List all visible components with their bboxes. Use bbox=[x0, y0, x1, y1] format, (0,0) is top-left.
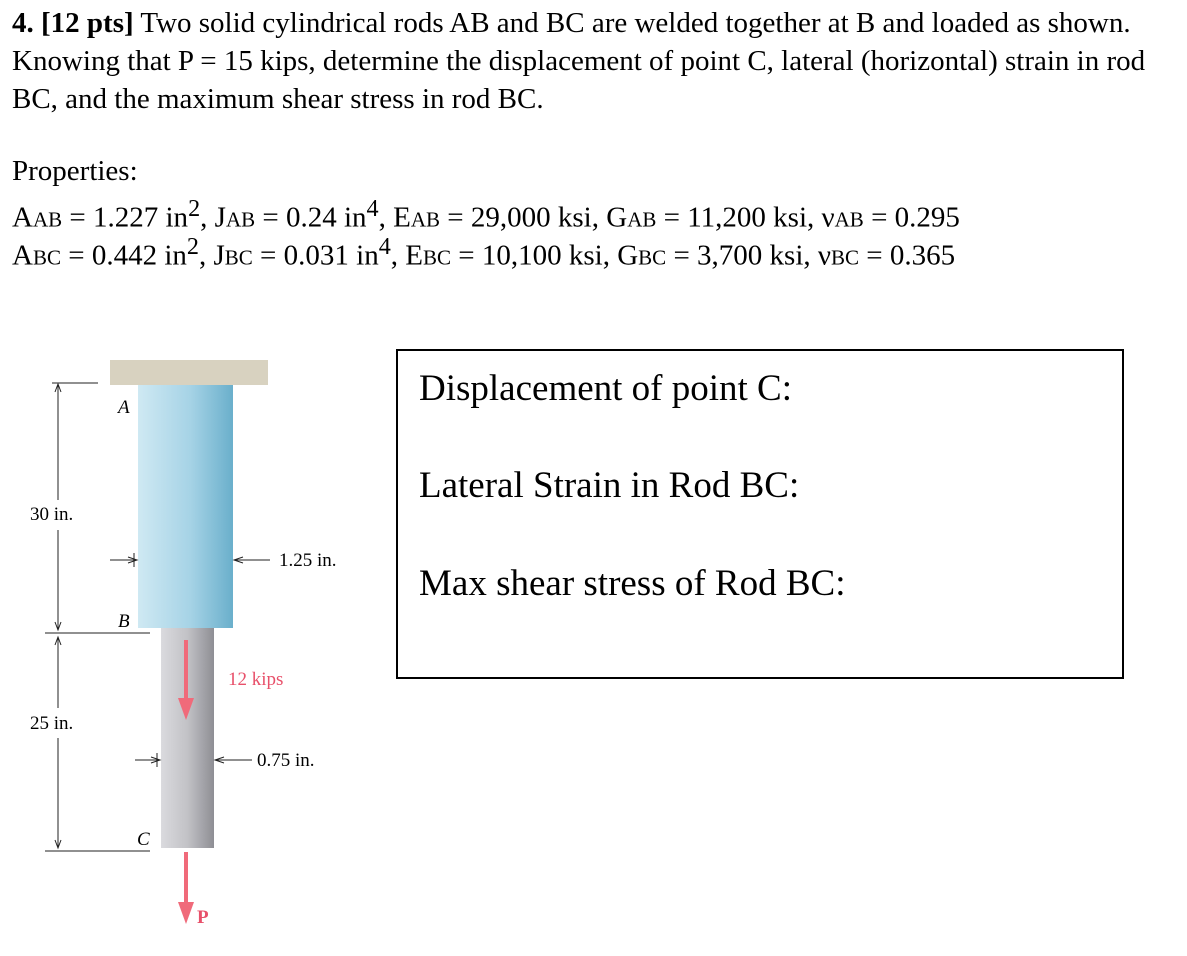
max-shear-label: Max shear stress of Rod BC: bbox=[419, 563, 846, 604]
label-load-12-kips: 12 kips bbox=[228, 669, 284, 690]
shear-modulus-bc-value: = 3,700 ksi, bbox=[666, 239, 818, 272]
polar-moment-bc-value: = 0.031 in bbox=[252, 239, 379, 272]
modulus-bc-value: = 10,100 ksi, bbox=[451, 239, 618, 272]
area-exponent: 2 bbox=[188, 195, 201, 222]
label-diameter-bc: 0.75 in. bbox=[257, 750, 315, 771]
label-length-ab: 30 in. bbox=[30, 504, 74, 525]
modulus-symbol: , E bbox=[390, 239, 423, 272]
label-point-a: A bbox=[118, 397, 130, 418]
area-subscript: BC bbox=[32, 245, 61, 270]
area-symbol: A bbox=[12, 201, 33, 234]
answer-box bbox=[396, 349, 1124, 679]
label-diameter-ab: 1.25 in. bbox=[279, 550, 337, 571]
modulus-ab-value: = 29,000 ksi, bbox=[440, 201, 607, 234]
poisson-symbol: ν bbox=[821, 201, 835, 234]
fixed-support bbox=[110, 360, 268, 385]
poisson-ab-value: = 0.295 bbox=[863, 201, 960, 234]
area-bc-value: = 0.442 in bbox=[60, 239, 187, 272]
lateral-strain-label: Lateral Strain in Rod BC: bbox=[419, 465, 800, 506]
shear-modulus-symbol: G bbox=[617, 239, 639, 272]
poisson-subscript: AB bbox=[834, 207, 864, 232]
label-point-c: C bbox=[137, 829, 150, 850]
modulus-subscript: AB bbox=[410, 207, 441, 232]
rod-figure bbox=[0, 330, 380, 956]
area-subscript: AB bbox=[32, 207, 63, 232]
poisson-bc-value: = 0.365 bbox=[859, 239, 956, 272]
modulus-symbol: , E bbox=[378, 201, 411, 234]
rod-ab bbox=[138, 385, 233, 628]
shear-modulus-subscript: AB bbox=[627, 207, 657, 232]
label-length-bc: 25 in. bbox=[30, 713, 74, 734]
problem-points: [12 pts] bbox=[41, 7, 134, 39]
shear-modulus-ab-value: = 11,200 ksi, bbox=[656, 201, 822, 234]
polar-moment-symbol: , J bbox=[200, 201, 226, 234]
polar-moment-exponent: 4 bbox=[378, 233, 391, 260]
properties-bc-line bbox=[12, 228, 955, 277]
shear-modulus-subscript: BC bbox=[638, 245, 667, 270]
problem-statement bbox=[12, 4, 1177, 118]
shear-modulus-symbol: G bbox=[606, 201, 628, 234]
problem-number: 4. bbox=[12, 7, 34, 39]
poisson-symbol: ν bbox=[817, 239, 832, 272]
modulus-subscript: BC bbox=[423, 245, 452, 270]
polar-moment-symbol: , J bbox=[198, 239, 225, 272]
label-load-p: P bbox=[197, 907, 209, 928]
area-symbol: A bbox=[12, 239, 33, 272]
problem-text: Two solid cylindrical rods AB and BC are welded together at B and loaded as shown. Knowing that P = 15 kips, determine the displacement of point C, lateral (horizontal) strain in rod BC, and the maximum shear stress in rod BC. bbox=[12, 7, 1146, 115]
poisson-subscript: BC bbox=[831, 245, 860, 270]
label-point-b: B bbox=[118, 611, 130, 632]
area-ab-value: = 1.227 in bbox=[62, 201, 189, 234]
polar-moment-subscript: BC bbox=[224, 245, 253, 270]
properties-heading: Properties: bbox=[12, 155, 138, 187]
load-arrow-c bbox=[178, 852, 194, 924]
polar-moment-subscript: AB bbox=[225, 207, 256, 232]
polar-moment-exponent: 4 bbox=[366, 195, 379, 222]
area-exponent: 2 bbox=[186, 233, 199, 260]
displacement-label: Displacement of point C: bbox=[419, 368, 793, 409]
polar-moment-ab-value: = 0.24 in bbox=[255, 201, 367, 234]
